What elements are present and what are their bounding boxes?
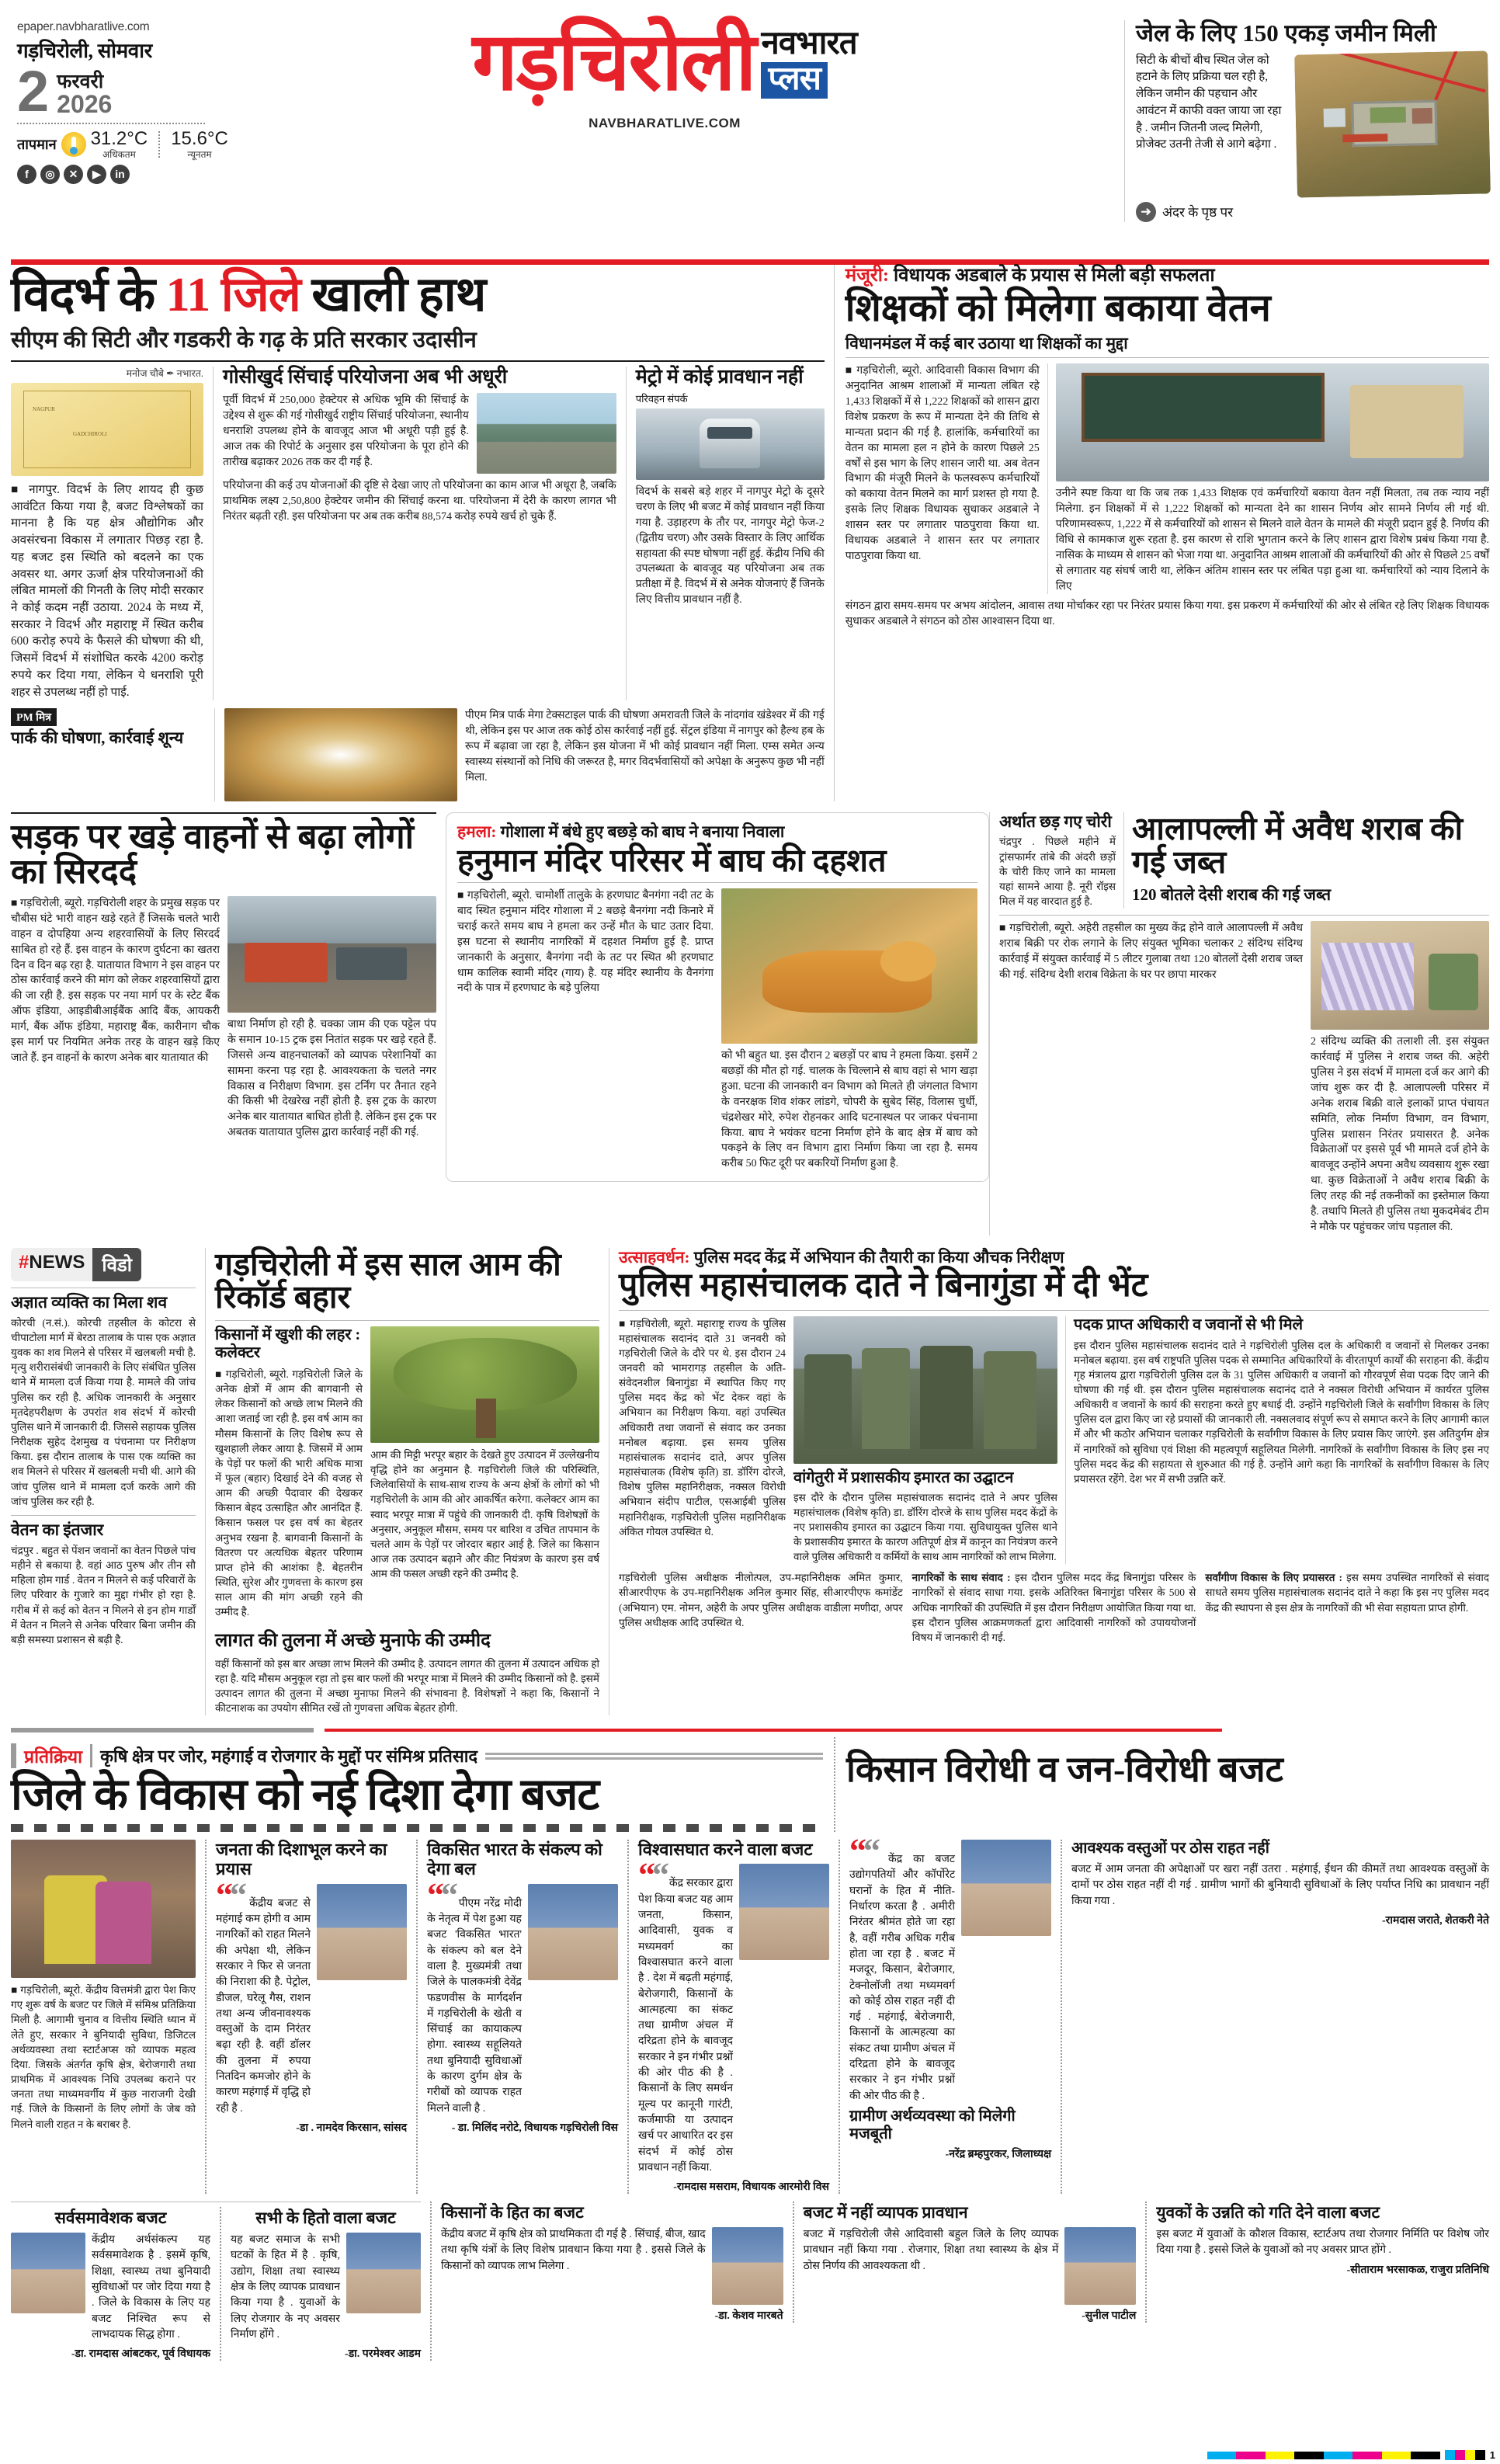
police-kicker [619,1248,1489,1267]
tiger-photo [721,888,977,1044]
budget-section [11,1728,1489,2361]
temp-min-label: न्यूनतम [187,148,212,160]
roadside-story[interactable] [11,812,446,1235]
lead-headline-part1: विदर्भ के [11,269,166,321]
mango-body-1: ■ गड़चिरोली, ब्यूरो. गड़चिरोली जिले के अनेक क्षेत्रों में आम की बागवानी से लेकर किसानों को अच्छे लाभ मिलने की आशा जताई जा रही है. इस वर्ष आम का मौसम किसानों के लिए विशेष रूप से खुशहाली लेकर आया है. जिसमें में आम के पेड़ों पर फलों की भारी अधिक मात्रा में फूल (बहार) दिखाई देने की वजह से आम की अच्छी पैदावार की देखकर किसान बेहद उत्साहित और आनंदित हैं. किसान फसल पर इस वर्ष का बेहतर अनुभव रखना है. बागवानी किसानों के वितरण पर अत्यधिक बेहतर परिणाम प्राप्त होने की आशंका है. बेहतरीन स्थिति, सुरेश और गुणवत्ता के कारण इस साल आम की मांग अच्छी रहने की उम्मीद है. [215,1368,363,1618]
liquor-story[interactable] [989,812,1489,1235]
quote-9-head: बजट में नहीं व्यापक प्रावधान [803,2203,968,2222]
quote-6-head: सर्वसमावेशक बजट [54,2209,167,2228]
quote-6-attrib: -डा. रामदास आंबटकर, पूर्व विधायक [71,2348,210,2361]
quote-8-text: केंद्रीय बजट में कृषि क्षेत्र को प्राथमिकता दी गई है . सिंचाई, बीज, खाद तथा कृषि यंत्रों के लिए विशेष प्रावधान किया गया है . इससे जिले के किसानों को व्यापक लाभ मिलेगा . [441,2229,706,2272]
social-links [17,165,205,184]
mango-subhead: किसानों में खुशी की लहर : कलेक्टर [215,1326,361,1361]
budget-right-headline: किसान विरोधी व जन-विरोधी बजट [846,1750,1283,1790]
police-photo-caption-head: वांगेतुरी में प्रशासकीय इमारत का उद्घाटन [793,1468,1014,1486]
temp-max-label: अधिकतम [102,148,136,160]
quote-4-text: केंद्र का बजट उद्योगपतियों और कॉर्पोरेट घरानों के हित में नीति-निर्धारण करता है . अमीरी निरंतर श्रीमंत होते जा रहा है, वहीं गरीब अधिक गरीब होता जा रहा है . बजट में मजदूर, किसान, बेरोजगार, टेक्नोलॉजी तथा मध्यमवर्ग को कोई ठोस राहत नहीं दी गई . महंगाई, बेरोजगारी, किसानों के आत्महत्या का संकट तथा ग्रामीण अंचल में दरिद्रता होने के बावजूद सरकार ने इन गंभीर प्रश्नों की ओर पीठ की है . [849,1854,955,2102]
top-red-rule [11,259,1489,265]
quote-8-attrib: -डा. केशव मारबते [714,2310,783,2323]
teaser-headline: जेल के लिए 150 एकड़ जमीन मिली [1136,19,1436,47]
metro-train-photo [636,408,825,480]
budget-main-body: ■ गड़चिरोली, ब्यूरो. केंद्रीय वित्तमंत्री द्वारा पेश किए गए शुरू वर्ष के बजट पर जिले में संमिश्र प्रतिक्रिया मिली है. आगामी चुनाव व वित्तीय स्थिति ध्यान में लेते हुए, सरकार ने बुनियादी सुविधा, डिजिटल अर्थव्यवस्था तथा स्टार्टअप्स को व्यापक महत्व दिया. जिसके अंतर्गत कृषि क्षेत्र, बेरोजगारी तथा प्राथमिक में आवश्यक निधि उपलब्ध कराने पर जनता तथा माध्यमवर्गीय में कुछ नाराजगी देखी गई. जिले के किसानों के लिए लोगों के जेब को मिलने वाली राहत न के बराबर है. [11,1984,196,2130]
quote-1-head: जनता की दिशाभूल करने का प्रयास [216,1840,387,1879]
metro-body: विदर्भ के सबसे बड़े शहर में नागपुर मेट्रो के दूसरे चरण के लिए भी बजट में कोई प्रावधान नहीं किया गया है. उड़ाहरण के तौर पर, नागपुर मेट्रो फेज-2 (द्वितीय चरण) और उसके विस्तार के लिए आर्थिक सहायता की स्पष्ट घोषणा नहीं हुई. केंद्रीय निधि की उपलब्धता के बावजूद यह परियोजना अब तक प्रतीक्षा में है. विदर्भ में से अनेक योजनाएं हैं जिनके लिए वित्तीय प्रावधान नहीं है. [635,486,825,606]
gosikhurd-lead: पूर्वी विदर्भ में 250,000 हेक्टेयर से अधिक भूमि की सिंचाई के उद्देश्य से शुरू की गई गोसीखुर्द राष्ट्रीय सिंचाई परियोजना, स्थानीय धनराशि उपलब्ध होने के बावजूद आज भी अधूरी पड़ी हुई है. आज तक की रिपोर्ट के अनुसार इस परियोजना के पूरा होने की तारीख बढ़ाकर 2026 तक कर दी गई है. [223,394,469,468]
quote-9-attrib: -सुनील पाटील [1082,2310,1137,2323]
quote-5-head: आवश्यक वस्तुओं पर ठोस राहत नहीं [1071,1840,1269,1858]
budget-quote-row-1 [11,1832,1489,2194]
quote-3-text: केंद्र सरकार द्वारा पेश किया बजट यह आम जनता, किसान, आदिवासी, युवक व मध्यमवर्ग का विश्वासघात करने वाला है . देश में बढ़ती महंगाई, बेरोजगारी, किसानों के आत्महत्या का संकट तथा ग्रामीण अंचल में दरिद्रता होने के बावजूद सरकार ने इन गंभीर प्रश्नों की ओर पीठ की है . किसानों के लिए समर्थन मूल्य पर कानूनी गारंटी, कर्जमाफी या उत्पादन खर्च पर आधारित दर इस संदर्भ में कोई ठोस प्रावधान नहीं किया. [638,1878,733,2174]
youtube-icon[interactable]: ▶ [87,165,106,184]
lead-body-a: ■ नागपुर. विदर्भ के लिए शायद ही कुछ आवंटित किया गया है, बजट विश्लेषकों का मानना है कि यह क्षेत्र औद्योगिक और अवसंरचना विकास में लगातार पिछड़ रहा है. यह बजट इस स्थिति को बदलने का एक अवसर था. अगर ऊर्जा क्षेत्र परियोजनाओं की लंबित मामलों की गिनती के लिए मोदी सरकार ने कोई कदम नहीं उठाया. 2024 के मध्य में, सरकार ने विदर्भ और महाराष्ट्र में स्थित करीब 600 करोड़ रुपये के फैसले की घोषणा की थी, जिसमें विदर्भ में संशोधित करके 4200 करोड़ रुपये कर दिया गया, लेकिन ये धनराशि पूरी शहर से उपलब्ध नहीं हो पाई. [11,483,203,699]
lead-headline-highlight: 11 जिले [165,269,300,321]
budget-quote-row-2 [11,2202,1489,2361]
masthead-left [11,20,228,184]
quote-7-text: यह बजट समाज के सभी घटकों के हित में है . कृषि, उद्योग, शिक्षा तथा स्वास्थ्य क्षेत्र के लिए व्यापक प्रावधान किया गया है . युवाओं के लिए रोजगार के नए अवसर निर्माण होंगे . [231,2234,340,2341]
liquor-subhead: 120 बोतले देसी शराब की गई जब्त [1132,884,1332,904]
twitter-x-icon[interactable]: ✕ [64,165,83,184]
tiger-body-2: को भी बहुत था. इस दौरान 2 बछड़ों पर बाघ ने हमला किया. इसमें 2 बछड़ों की मौत हो गई. चालक के चिल्लाने से बाघ वहां से भाग खड़ा हुआ. घटना की जानकारी वन विभाग को मिलते ही जंगलात विभाग के वनरक्षक शिव शंकर लांडगे, चोपरी के सुबेद सिंह, विलास चुर्धी, चंद्रशेखर मोरे, रुपेश रोहनकर आदि घटनास्थल पर जाकर पंचनामा किया. बाघ ने भयंकर घटना निर्माण होने के बाद क्षेत्र में बाघ को पकड़ने के लिए वन विभाग द्वारा निर्माण किया जा रहा है. समय करीब 50 फिट दूरी पर बकरियों निर्माण हुआ है. [721,1050,977,1170]
gosikhurd-dam-photo [477,393,616,474]
theft-headline: अर्थात छड़ गए चोरी [999,812,1112,832]
liquor-body-1: ■ गड़चिरोली, ब्यूरो. अहेरी तहसील का मुख्य केंद्र होने वाले आलापल्ली में अवैध शराब बिक्री पर रोक लगाने के लिए संयुक्त भूमिका चलाकर 2 संदिग्ध संदिग्ध कार्रवाई में संयुक्त कार्रवाई में 5 लीटर गुलाबा तथा 120 बोतलों देसी शराब जब्त की गई. संदिग्ध देशी शराब विक्रेता के घर पर छापा मारकर [999,923,1303,981]
quote-2-attrib: - डा. मिलिंद नरोटे, विधायक गड़चिरोली विस [451,2122,618,2134]
vidarbha-map-image: NAGPUR GADCHIROLI [11,383,203,476]
mango-foot-body: वहीं किसानों को इस बार अच्छा लाभ मिलने की उम्मीद है. उत्पादन लागत की तुलना में उत्पादन अधिक हो रहा है. यदि मौसम अनुकूल रहा तो इस बार फलों की भरपूर मात्रा में मिलने की उम्मीद किसानों को है. इसमें उत्पादन लागत की तुलना में अच्छा मुनाफा मिलने की संभावना है. विशेषज्ञों ने कहा कि, किसानों ने कीटनाशक का उपयोग सीमित रखें तो गुणवत्ता अधिक बेहतर होगी. [215,1657,599,1715]
quote-8-portrait [712,2227,783,2305]
quote-4-attrib: -नरेंद्र ब्रम्हपुरकर, जिलाध्यक्ष [945,2148,1051,2160]
masthead [11,0,1489,256]
teachers-subhead: विधानमंडल में कई बार उठाया था शिक्षकों का मुद्दा [845,334,1128,353]
liquor-headline: आलापल्ली में अवैध शराब की गई जब्त [1132,811,1464,880]
metro-headline: मेट्रो में कोई प्रावधान नहीं [635,367,804,387]
quote-3-portrait [739,1864,829,1960]
metro-story[interactable] [626,367,825,700]
lead-section [11,265,1489,801]
video-tag-label: विडो [92,1248,141,1281]
gosikhurd-headline: गोसीखुर्द सिंचाई परियोजना अब भी अधूरी [223,367,508,387]
linkedin-icon[interactable]: in [110,165,130,184]
third-row [11,1248,1489,1716]
lead-headline [11,271,825,319]
teachers-kicker-tag: मंजूरी: [845,266,889,286]
police-body-2: गड़चिरोली पुलिस अधीक्षक नीलोत्पल, उप-महानिरीक्षक अमित कुमार, सीआरपीएफ के उप-महानिरीक्षक अनिल कुमार सिंह, सीआरपीएफ कमांडेंट (अभियान) एम. नोमन, अहेरी के अपर पुलिस अधीक्षक वाडीला मणीदा, अपर पुलिस अधीक्षक आदि उपस्थित थे. [619,1572,903,1628]
quote-9-portrait [1064,2227,1136,2305]
teaser-more-label: अंदर के पृष्ठ पर [1162,205,1234,221]
masthead-logo [205,20,1124,131]
police-sub1-head: नागरिकों के साथ संवाद : [911,1572,1011,1584]
mango-story[interactable] [205,1248,609,1716]
tiger-headline: हनुमान मंदिर परिसर में बाघ की दहशत [457,842,887,878]
news-video-tag[interactable] [11,1248,141,1281]
quote-7-attrib: -डा. परमेश्वर आडम [345,2348,421,2361]
lead-story[interactable] [11,265,834,801]
page-number: 1 [1489,2449,1495,2461]
quote-2-head: विकसित भारत के संकल्प को देगा बल [427,1840,602,1879]
tiger-kicker-text: गोशाला में बंधे हुए बछड़े को बाघ ने बनाया निवाला [500,822,785,842]
instagram-icon[interactable]: ◎ [40,165,60,184]
parliament-photo [11,1840,196,1978]
police-kicker-text: पुलिस मदद केंद्र में अभियान की तैयारी का किया औचक निरीक्षण [693,1247,1064,1267]
police-body-1: ■ गड़चिरोली, ब्यूरो. महाराष्ट्र राज्य के पुलिस महासंचालक सदानंद दाते 31 जनवरी को गड़चिरोली जिले के दौरे पर थे. इस दौरान 24 जनवरी को भामरागड़ तहसील के अति-संवेदनशील बिनागुंडा में स्थापित किए गए पुलिस मदद केंद्र को भेंट देकर वहां के अभियान का निरीक्षण किया. वहां उपस्थित अधिकारी तथा जवानों से संवाद कर उनका मनोबल बढ़ाया. इस समय पुलिस महासंचालक सदानंद दाते, अपर पुलिस महासंचालक (विशेष कृति) डा. डॉरिंग दोरजे, विशेष पुलिस महानिरीक्षक, नक्सल विरोधी अभियान संदीप पाटील, एसआईबी पुलिस महानिरीक्षक, गड़चिरोली पुलिस महानिरीक्षक अंकित गोयल उपस्थित थे. [619,1317,786,1538]
video-item2-body: चंद्रपुर . बहुत से पेंशन जवानों का वेतन पिछले पांच महीने से बकाया है. वहां आठ पुरुष और तीन सौ महिला होम गार्ड . वेतन न मिलने से कई परिवारों के लिए परिवार के गुजारे का मुद्दा गंभीर हो रहा है. गरीब में से कई को वेतन न मिलने से इन होम गार्डों में वेतन न मिलने से अनेक परिवार बिना जमीन की बड़ी समस्या प्रशासन से बढ़ी है. [11,1544,196,1646]
logo-title: गड़चिरोली [472,18,755,107]
pm-mitra-body: पीएम मित्र पार्क मेगा टेक्सटाइल पार्क की घोषणा अमरावती जिले के नांदगांव खंडेश्वर में की गई थी, लेकिन इस पर आज तक कोई ठोस कार्रवाई नहीं हुई. सेंट्रल इंडिया में नागपुर को हैल्थ हब के रूप में बढ़ावा जा रहा है, लेकिन इस योजना में भी कोई प्रावधान नहीं मिला. एम्स समेत अन्य स्वास्थ्य संस्थानों को निधि की जरूरत है, मगर विदर्भवासियों को अपेक्षा के अनुरूप कुछ भी नहीं मिला. [465,710,825,784]
quote-5-text: बजट में आम जनता की अपेक्षाओं पर खरा नहीं उतरा . महंगाई, ईंधन की कीमतें तथा आवश्यक वस्तुओं के दामों पर ठोस राहत नहीं दी गई . ग्रामीण भागों की बुनियादी सुविधाओं के लिए पर्याप्त निधि का प्रावधान नहीं किया गया . [1071,1864,1489,1907]
gosikhurd-story[interactable] [213,367,616,700]
temperature-block [17,123,228,160]
quote-icon: ““ [216,1875,244,1914]
lead-headline-part2: खाली हाथ [300,269,486,321]
budget-right[interactable] [834,1737,1489,1832]
police-right-body: इस दौरान पुलिस महासंचालक सदानंद दाते ने गड़चिरोली पुलिस दल के अधिकारी व जवानों से मिलकर उनका मनोबल बढ़ाया. इस वर्ष राष्ट्रपति पुलिस पदक से सम्मानित अधिकारियों के वीरतापूर्ण कार्यों की सराहना की. केंद्रीय गृह मंत्रालय द्वारा गड़चिरोली पुलिस दल के 31 पुलिस अधिकारी व जवानों को गौरवपूर्ण सेवा पदक दिए जाने की घोषणा की गई थी. इस दौरान पुलिस महासंचालक सदानंद दाते ने नक्सल विरोधी अभियान में कार्यरत पुलिस अधिकारी व जवानों के कार्य की सराहना करते हुए बधाई दी. उन्होंने गड़चिरोली जिले के सर्वांगीण विकास के लिए पुलिस दल द्वारा किए जा रहे प्रयासों की जानकारी ली. नक्सलवाद संपूर्ण रूप से समाप्त करने के लिए आगामी काल में और भी कठोर अभियान चलाकर गड़चिरोली के सर्वांगीण विकास के लिए प्रयास किए जाएंगे. इस अतिदुर्गम क्षेत्र में नागरिकों को सुविधा एवं शिक्षा की महत्वपूर्ण सहूलियत मिलेगी. नागरिकों के सर्वांगीण विकास के लिए इस नए पुलिस मदद केंद्र की सहायता से शुरुआत की गई है. उन्होंने आगे कहा कि नागरिकों के सर्वांगीण विकास के लिए प्रयासरत रहेंगे. देश भर में सभी उन्नति करें. [1074,1339,1489,1485]
temp-min-value: 15.6°C [171,127,228,149]
mango-body-2: आम की मिट्टी भरपूर बहार के देखते हुए उत्पादन में उल्लेखनीय वृद्धि होने का अनुमान है. गड़चिरोली जिले की परिस्थिति, जिलेवासियों के साथ-साथ राज्य के अन्य क्षेत्रों के लोगों को भी गड़चिरोली के आम की ओर आकर्षित करेगा. कलेक्टर आम का स्वाद भरपूर मात्रा में पहुंचे की जानकारी दी. कृषि विशेषज्ञों के अनुसार, अनुकूल मौसम, समय पर बारिश व उचित तापमान के चलते आम के पेड़ों पर जोरदार बहार आई है. जिले का किसान आज तक उत्पादन बढ़ाने और कीट नियंत्रण के कारण इस वर्ष आम की फसल अच्छी रहने की उम्मीद है. [370,1448,599,1580]
date-year: 2026 [57,89,113,118]
teachers-body-1: ■ गड़चिरोली, ब्यूरो. आदिवासी विकास विभाग की अनुदानित आश्रम शालाओं में मान्यता लंबित रहे 1,433 शिक्षकों में से 1,222 शिक्षकों को शासन द्वारा विशेष प्रकरण के रूप में मान्यता देने की तिथि से मान्यता प्रदान की गई है. हालांकि, कर्मचारियों का वेतन का मामला हल न होने के कारण पिछले 25 वर्षों से इस भाग के लिए शासन जारी था. अब वेतन विभाग की मंजूरी मिलने के फलस्वरूप कर्मचारियों को बकाया वेतन मिलने का मार्ग प्रशस्त हो गया है. इसके लिए शिक्षक विधायक सुधाकर अडबाले ने शासन स्तर पर लगातार पाठपुरावा किया था. विधायक अडबाले ने शासन स्तर पर लगातार पाठपुरावा किया था. [845,365,1040,562]
quote-8-head: किसानों के हित का बजट [441,2203,584,2222]
quote-1-text: केंद्रीय बजट से महंगाई कम होगी व आम नागरिकों को राहत मिलने की अपेक्षा थी, लेकिन सरकार ने फिर से जनता की निराशा की है. पेट्रोल, डीजल, घरेलू गैस, राशन तथा अन्य जीवनावश्यक वस्तुओं के दाम निरंतर बढ़ा रही है. वहीं डॉलर की तुलना में रुपया नितदिन कमजोर होने के कारण महंगाई में वृद्धि हो रही है . [216,1897,311,2115]
website-label[interactable]: NAVBHARATLIVE.COM [589,115,741,130]
dgp-visit-photo [793,1316,1057,1464]
roadside-headline: सड़क पर खड़े वाहनों से बढ़ा लोगों का सिरदर्द [11,818,415,891]
poultry-tunnel-photo [224,708,457,801]
second-row [11,812,1489,1235]
temp-max-value: 31.2°C [90,127,148,149]
budget-tag-text: कृषि क्षेत्र पर जोर, महंगाई व रोजगार के मुद्दों पर संमिश्र प्रतिसाद [100,1746,478,1767]
pm-mitra-section[interactable] [11,708,825,801]
pm-mitra-badge: PM मित्र [11,708,57,726]
liquor-body-2: 2 संदिग्ध व्यक्ति की तलाशी ली. इस संयुक्त कार्रवाई में पुलिस ने शराब जब्त की. अहेरी पुलिस ने इस संदर्भ में मामला दर्ज कर आगे की जांच शुरू कर दी है. आलापल्ली परिसर में अनेक शराब बिक्री वाले इलाकों प्राप्त पंचायत समिति, लोक निर्माण विभाग, वन विभाग, पुलिस प्रशासन निरंतर प्रयासरत है. अनेक विक्रेताओं पर इससे पूर्व भी मामले दर्ज होने के बावजूद उन्होंने अपना अवैध व्यवसाय शुरू रखा था. कुछ विक्रेताओं ने अवैध शराब बिक्री के लिए तरह की नई तकनीकों का इस्तेमाल किया है. तथापि मिलते ही पुलिस तथा मुकदमेबंद टीम ने मौके पर पहुंचकर जांच पड़ताल की. [1311,1036,1489,1233]
quote-4-portrait [961,1840,1051,1936]
theft-body: चंद्रपुर . पिछले महीने में ट्रांसफार्मर तांबे की अंदरी छड़ों के चोरी किए जाने का मामला यहां सामने आया है. नूरी रॉइस मिल में यह वारदात हुई है. [999,836,1116,908]
footer-bar [1207,2449,1495,2461]
arrow-right-icon: ➜ [1136,202,1156,222]
news-tag-label: #NEWS [11,1248,92,1281]
police-story[interactable] [609,1248,1489,1716]
budget-quote-1[interactable] [205,1840,416,2194]
tiger-story[interactable] [446,812,989,1235]
date-month: फरवरी [57,71,104,92]
teachers-kicker-text: विधायक अडबाले के प्रयास से मिली बड़ी सफलता [893,266,1215,286]
quote-7-portrait [346,2233,421,2313]
budget-quote-6[interactable] [11,2202,430,2361]
pm-mitra-headline: पार्क की घोषणा, कार्रवाई शून्य [11,728,184,748]
budget-quote-2[interactable] [416,1840,627,2194]
video-item2-headline: वेतन का इंतजार [11,1520,104,1539]
police-photo-caption-body: इस दौरे के दौरान पुलिस महासंचालक सदानंद दाते ने अपर पुलिस महासंचालक (विशेष कृति) डा. डॉरिंग दोरजे के साथ पुलिस मदद केंद्रों के नए प्रशासकीय इमारत का उद्घाटन किया गया. सुविधायुक्त पुलिस थाने के प्रशासकीय इमारत के कारण अतिपूर्ण क्षेत्र में कानून का नियंत्रण करने वाले पुलिस अधिकारी व कर्मियों के साथ आम नागरिकों को लाभ मिलेगा. [793,1491,1057,1563]
top-teaser[interactable] [1124,20,1489,222]
police-sub2-body: इस समय उपस्थित नागरिकों से संवाद साधते समय पुलिस महासंचालक सदानंद दाते ने कहा कि इस नए पुलिस मदद केंद्र की स्थापना से इस क्षेत्र के नागरिकों की भी सेवा सहायता प्राप्त होगी. [1205,1572,1490,1614]
seized-bottles-photo [1311,921,1489,1030]
budget-quote-3[interactable] [627,1840,839,2194]
logo-plus: प्लस [761,62,828,99]
budget-tagbar [11,1743,823,1768]
quote-1-portrait [317,1884,407,1980]
teachers-kicker [845,265,1489,287]
roadside-body-2: बाधा निर्माण हो रही है. चक्का जाम की एक पट्टेल पंप के समान 10-15 ट्रक इस नितांत सड़क पर खड़े रहते हैं. जिससे अन्य वाहनचालकों को व्यापक परेशानियों का सामना करना पड़ रहा है. आवश्यकता के चलते नगर विकास व निरीक्षण विभाग. इस टर्निंग पर तैनात रहने की किसी भी देखरेख नहीं होती है. इस ट्रक के कारण अनेक बार यातायात बाधित होती है. लेकिन इस ट्रक पर अबतक यातायात पुलिस द्वारा कार्रवाई नहीं की गई. [227,1019,436,1139]
metro-bullet-label: परिवहन संपर्क [635,393,688,405]
facebook-icon[interactable]: f [17,165,36,184]
budget-rule-lines [485,1753,823,1760]
police-headline: पुलिस महासंचालक दाते ने बिनागुंडा में दी भेंट [619,1267,1148,1304]
logo-navbharat: नवभारत [761,26,857,62]
quote-3-attrib: -रामदास मसराम, विधायक आरमोरी विस [673,2181,829,2194]
roadside-body-1: ■ गड़चिरोली, ब्यूरो. गड़चिरोली शहर के प्रमुख सड़क पर चौबीस घंटे भारी वाहन खड़े रहते हैं जिसके चलते भारी वाहन व दोपहिया अन्य शहरवासियों के लिए सिरदर्द साबित हो रहे हैं. इस वाहन के कारण दुर्घटना का खतरा दिन व दिन बढ़ रहा है. यातायात विभाग ने इस वाहन पर ठोस कार्रवाई करने की मांग को लेकर शहरवासियों द्वारा की जा रही है. इस सड़क पर नया मार्ग पर के स्टेट बैंक ऑफ इंडिया, आइडीबीआईबैंक आदि बैंक, आयकरी मार्ग, बैंक ऑफ इंडिया, महाराष्ट्र बैंक, कारीनाग चौक इस मार्ग पर नियमित अनेक तरह के वाहन खड़े किए जाते हैं. इन वाहनों के कारण अनेक बार यातायात की [11,898,220,1064]
quote-7-head: सभी के हितो वाला बजट [255,2209,396,2228]
classroom-photo [1056,363,1489,481]
lead-subhead: सीएम की सिटी और गडकरी के गढ़ के प्रति सरकार उदासीन [11,328,477,353]
quote-10-text: इस बजट में युवाओं के कौशल विकास, स्टार्टअप तथा रोजगार निर्मिति पर विशेष जोर दिया गया है . इससे जिले के युवाओं को नए अवसर प्राप्त होंगे . [1156,2229,1490,2257]
quote-5-attrib: -रामदास जराते, शेतकरी नेते [1382,1915,1489,1927]
teachers-body-3: संगठन द्वारा समय-समय पर अभय आंदोलन, आवास तथा मोर्चाकर रहा पर निरंतर प्रयास किया गया. इस प्रकरण में कर्मचारियों की ओर से लंबित रहे लिए शिक्षक विधायक सुधाकर अडबाले ने संगठन को ठोस आश्वासन दिया था. [845,600,1489,628]
quote-icon: ““ [638,1856,666,1895]
lead-byline: मनोज चौबे ✒ नभारत. [126,368,203,379]
budget-quote-4[interactable] [839,1832,1061,2194]
budget-quote-5[interactable] [1061,1840,1489,2194]
tiger-body-1: ■ गड़चिरोली, ब्यूरो. चामोर्शी तालुके के हरणघाट बैनगंगा नदी तट के बाद स्थित हनुमान मंदिर गोशाला में 2 बछड़े बैनगंगा नदी किनारे में चराई करते समय बाघ ने हमला कर उन्हें मौत के घाट उतार दिया. इस घटना से स्थानीय नागरिकों में दहशत निर्माण हुई है. प्राप्त जानकारी के अनुसार, बैनगंगा नदी के तट पर स्थित श्री हरणघाट धाम कालिक स्वामी मंदिर (गाय) है. यह मंदिर स्थानीय के वैनगंगा नदी के पात्र में हरणघाट के बड़े पुलिया [457,890,714,995]
teaser-more-link[interactable] [1136,202,1489,222]
quote-icon: ““ [427,1875,455,1914]
budget-quote-row2-right [430,2202,1489,2361]
epaper-url[interactable]: epaper.navbharatlive.com [17,20,150,33]
tiger-kicker-tag: हमला: [457,822,497,842]
police-sub2-head: सर्वांगीण विकास के लिए प्रयासरत : [1205,1572,1343,1584]
date-day: 2 [17,59,50,123]
video-item1-headline: अज्ञात व्यक्ति का मिला शव [11,1292,168,1312]
budget-main-item[interactable] [11,1840,205,2194]
color-registration-bar [1207,2452,1440,2459]
teaser-text: सिटी के बीचों बीच स्थित जेल को हटाने के लिए प्रक्रिया चल रही है, लेकिन जमीन की पहचान और आवंटन में काफी वक्त जाया जा रहा है . जमीन जितनी जल्द मिलेगी, प्रोजेक्ट उतनी तेजी से आगे बढ़ेगा . [1136,54,1282,151]
date-row [17,59,205,123]
quote-10-head: युवकों के उन्नति को गति देने वाला बजट [1156,2203,1380,2222]
budget-headline: जिले के विकास को नई दिशा देगा बजट [11,1771,599,1820]
parked-trucks-photo [227,896,436,1013]
temp-divider [158,131,160,158]
quote-6-portrait [11,2233,85,2313]
video-news-column[interactable] [11,1248,205,1716]
teachers-story[interactable] [834,265,1489,801]
edition-place-day: गड़चिरोली, सोमवार [17,40,152,62]
quote-6-text: केंद्रीय अर्थसंकल्प यह सर्वसमावेशक है . इसमें कृषि, शिक्षा, स्वास्थ्य तथा बुनियादी सुविधाओं पर जोर दिया गया है . जिले के विकास के लिए यह बजट निश्चित रूप से लाभदायक सिद्ध होगा . [92,2234,210,2341]
quote-4-head: ग्रामीण अर्थव्यवस्था को मिलेगी मजबूती [849,2107,1016,2143]
teachers-body-2: उनीने स्पष्ट किया था कि जब तक 1,433 शिक्षक एवं कर्मचारियों बकाया वेतन नहीं मिलता, तब तक न्याय नहीं मिलेगा. इन शिक्षकों में से 1,222 शिक्षकों को मान्यता देने का शासन निर्णय ओर सामने निर्णय ली गई थी. परिणामस्वरूप, 1,222 में से कर्मचारियों को शासन से मिलने वाले वेतन के मामले की मंजूरी प्रदान हुई है. निर्णय की विधि से कामकाज शुरू रहता है. इस कारण से राशि भुगतान करने के लिए शासन द्वारा विशेष प्रबंध किया गया है. नासिक के माध्यम से शासन को भेजा गया था. अनुदानित आश्रम शालाओं की कर्मचारियों की ओर से पिछले 25 वर्षों से लगातार यह संघर्ष जारी था, लेकिन अंतिम शासन स्तर पर लंबित पड़ा हुआ था. कर्मचारियों को न्याय दिलाने के लिए [1055,488,1489,593]
quote-2-portrait [528,1884,618,1980]
police-sub1-body: इस दौरान पुलिस मदद केंद्र बिनागुंडा परिसर के नागरिकों से संवाद साधा गया. इसके अतिरिक्त बिनागुंडा परिसर के 500 से अधिक नागरिकों की उपस्थिति में इस दौरान निरीक्षण आयोजित किया गया था. इस दौरान पुलिस आक्रमणकर्ता द्वारा आदिवासी नागरिकों को उपाययोजनों विषय में जानकारी दी गई. [911,1572,1196,1643]
police-kicker-tag: उत्साहवर्धन: [619,1247,690,1267]
budget-tag-label: प्रतिक्रिया [24,1747,83,1767]
gosikhurd-body: परियोजना की कई उप योजनाओं की दृष्टि से देखा जाए तो परियोजना का काम आज भी अधूरा है, जबकि प्राथमिक लक्ष्य 2,50,800 हेक्टेयर जमीन की सिंचाई करना था. परियोजना में देरी के कारण लागत भी निरंतर बढ़ती रही. इस परियोजना पर अब तक करीब 88,574 करोड़ रुपये खर्च हो चुके हैं. [223,480,616,523]
video-item1-body: कोरची (न.सं.). कोरची तहसील के कोटरा से चीपाटोला मार्ग में बेरठा तालाब के पास एक अज्ञात युवक का शव मिलने से परिसर में खलबली मची है. मृत्यु शरीरासंबंधी जानकारी के लिए संबंधित पुलिस थाने में मामला दर्ज किया गया है. मामले की जांच पुलिस कर रही है. अधिक जानकारी के अनुसार मृतदेहपरीक्षण के उपरांत शव संदर्भ में कोरची पुलिस थाने में जानकारी दी. जिससे सहायक पुलिस निरीक्षक सुहेद देशमुख व पंचनामा पर निरीक्षण किया. इस दौरान तालाब के पास एक व्यक्ति का शव मिलने से परिसर में खलबली मची थी. आगे की जांच पुलिस थाने में मामला दर्ज करके आगे की जांच पुलिस कर रही है. [11,1316,196,1507]
quote-1-attrib: -डा . नामदेव किरसान, सांसद [296,2122,407,2134]
mango-foot-headline: लागत की तुलना में अच्छे मुनाफे की उम्मीद [215,1630,491,1651]
lead-col-map [11,367,203,700]
mango-headline: गड़चिरोली में इस साल आम की रिकॉर्ड बहार [215,1246,561,1315]
quote-3-head: विश्वासघात करने वाला बजट [638,1840,813,1860]
jail-aerial-photo [1294,50,1491,197]
mango-tree-photo [370,1326,599,1443]
budget-left[interactable] [11,1737,834,1832]
quote-2-text: पीएम नरेंद्र मोदी के नेतृत्व में पेश हुआ यह बजट 'विकसित भारत' के संकल्प को बल देने वाला है. मुख्यमंत्री तथा जिले के पालकमंत्री देवेंद्र फडणवीस के मार्गदर्शन में गड़चिरोली के खेती व सिंचाई का कायाकल्प होगा. स्वास्थ्य सहूलियते तथा बुनियादी सुविधाओं के कारण दुर्गम क्षेत्र के गरीबों को व्यापक राहत मिलने वाली है . [427,1897,523,2115]
thermometer-icon [61,132,86,157]
quote-9-text: बजट में गड़चिरोली जैसे आदिवासी बहुल जिले के लिए व्यापक प्रावधान नहीं किया गया . रोजगार, शिक्षा तथा स्वास्थ्य के क्षेत्र में ठोस निर्णय की आवश्यकता थी . [803,2229,1059,2272]
quote-icon: ““ [849,1832,877,1871]
quote-10-attrib: -सीताराम भरसाकळ, राजुरा प्रतिनिधि [1346,2264,1490,2276]
tiger-kicker [457,822,977,842]
temperature-label: तापमान [17,136,57,152]
police-right-headline: पदक प्राप्त अधिकारी व जवानों से भी मिले [1074,1315,1304,1333]
teachers-headline: शिक्षकों को मिलेगा बकाया वेतन [845,286,1271,329]
cmyk-marks [1445,2450,1485,2460]
